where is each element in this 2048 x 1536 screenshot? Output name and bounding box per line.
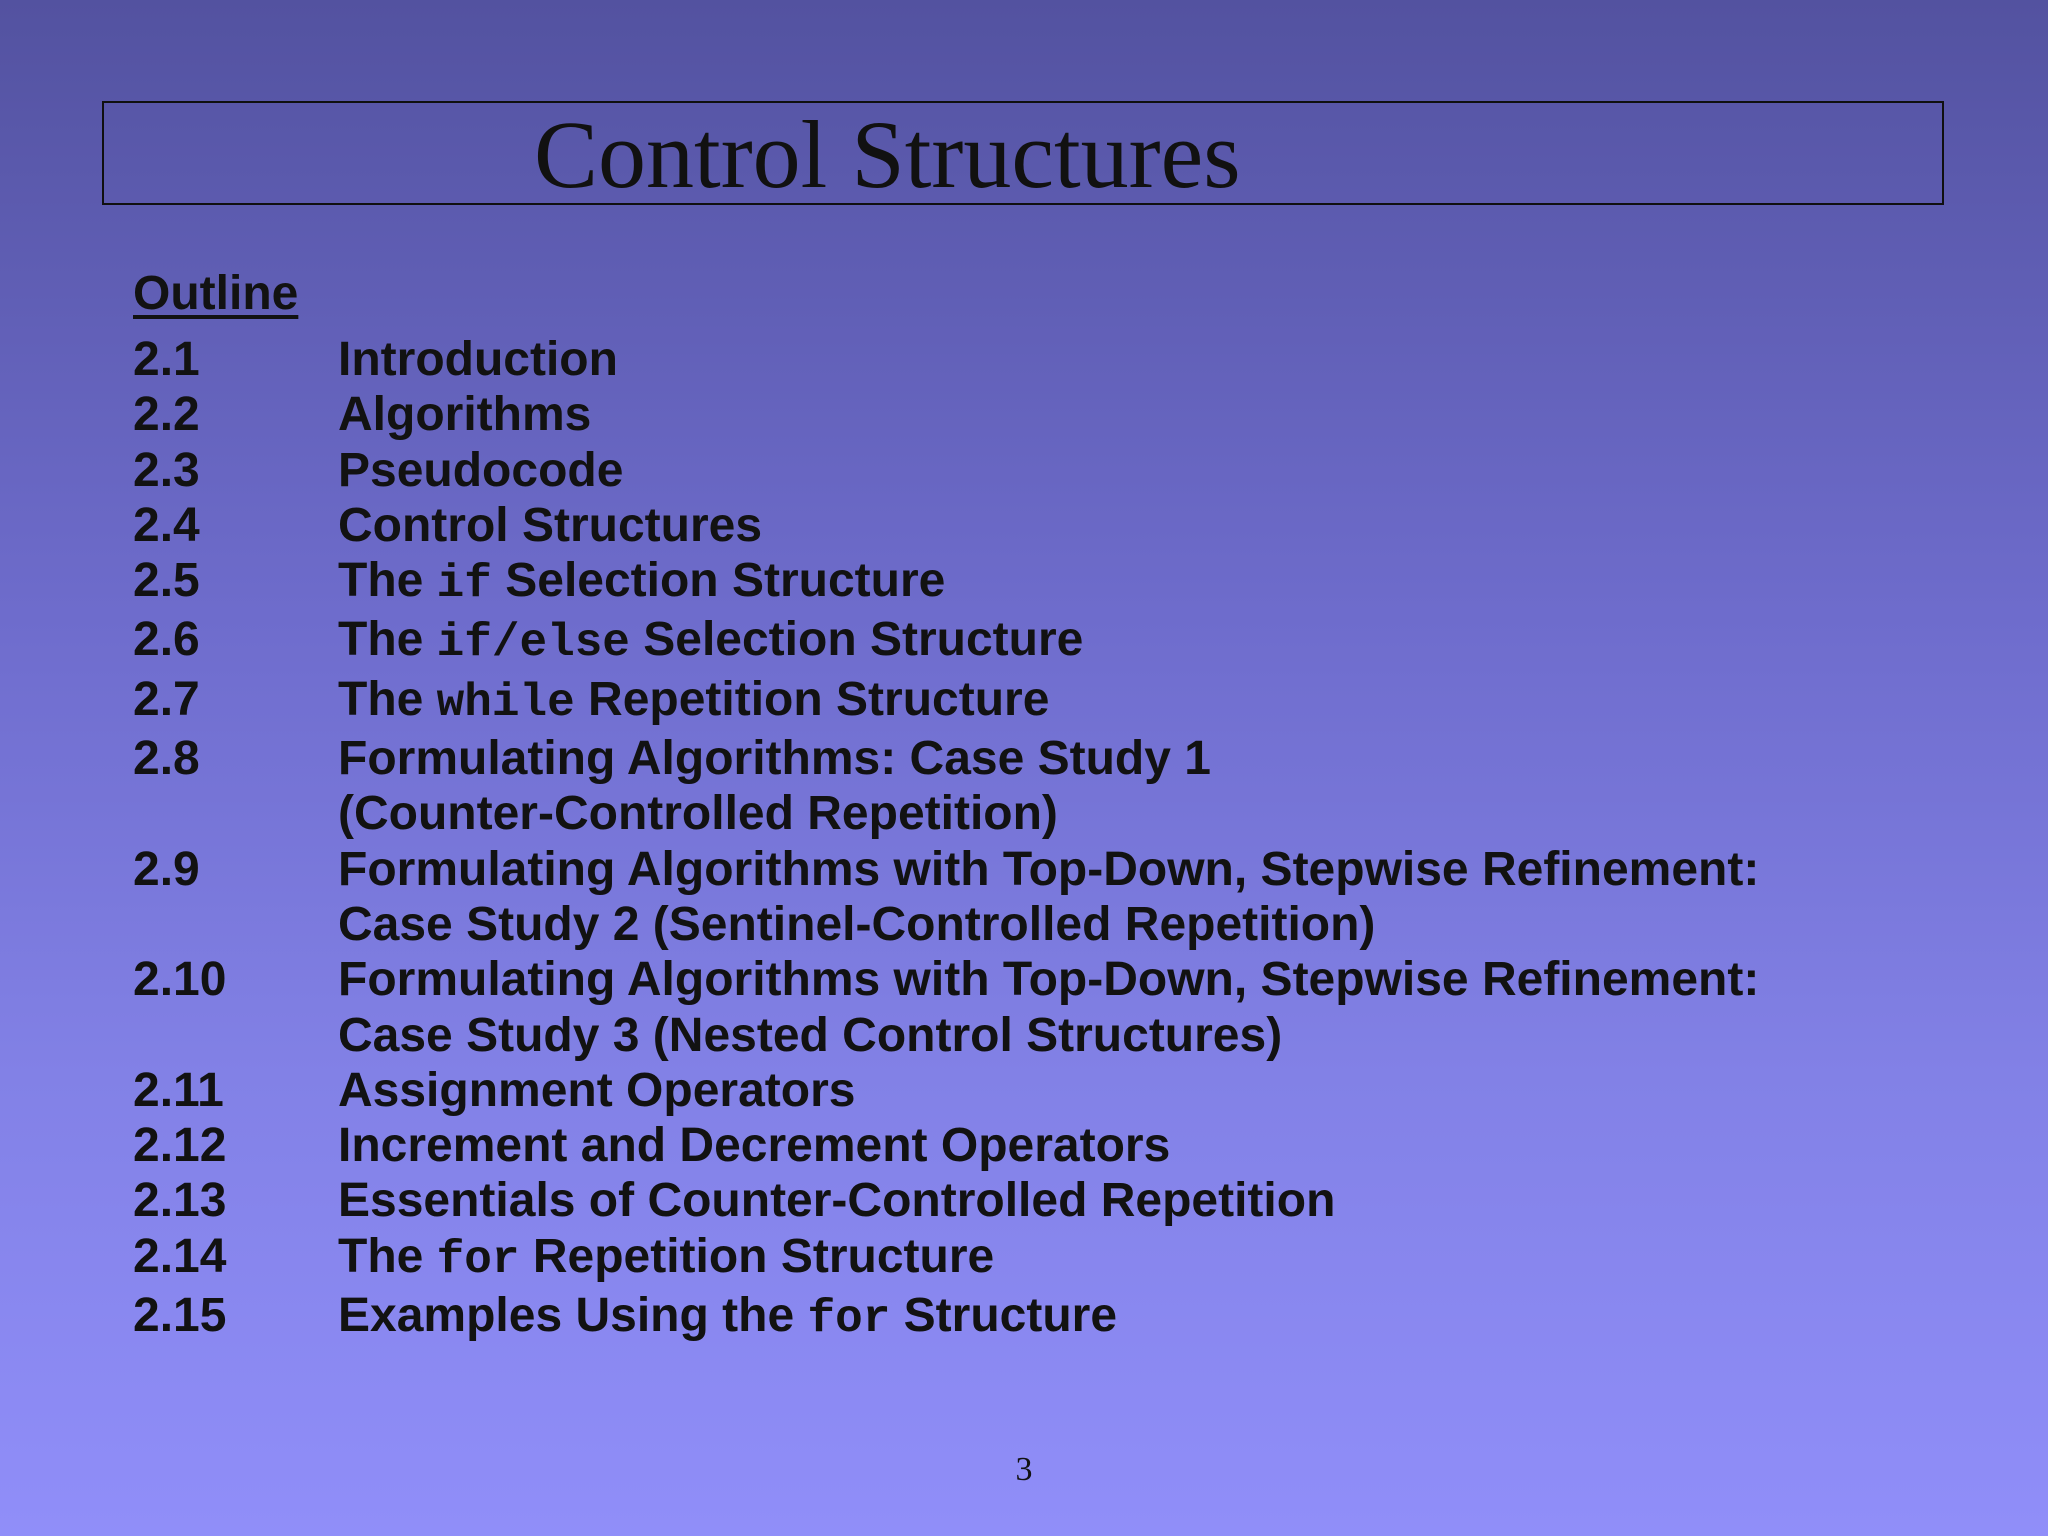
- outline-item-title: [338, 612, 1083, 671]
- outline-item-2-7: [133, 672, 1759, 731]
- outline-item-2-13: [133, 1173, 1759, 1228]
- title-text: Essentials of Counter-Controlled Repetition: [338, 1174, 1336, 1228]
- outline-item-2-4: [133, 498, 1759, 553]
- outline-item-2-9: [133, 842, 1759, 953]
- outline-item-2-11: [133, 1063, 1759, 1118]
- outline-item-title: [338, 387, 591, 442]
- title-text: Assignment Operators: [338, 1063, 856, 1117]
- outline-item-title: [338, 1229, 994, 1288]
- outline-item-number: 2.3: [133, 443, 200, 497]
- title-text: The: [338, 554, 437, 608]
- title-text: Pseudocode: [338, 443, 624, 497]
- title-text: Algorithms: [338, 388, 592, 442]
- outline-item-title: [338, 553, 945, 612]
- title-text: The: [338, 613, 437, 667]
- outline-item-number: 2.4: [133, 498, 200, 552]
- outline-item-number: 2.5: [133, 554, 200, 608]
- title-text: Structure: [890, 1289, 1118, 1343]
- title-text: Increment and Decrement Operators: [338, 1119, 1171, 1173]
- outline-item-number: 2.10: [133, 953, 227, 1007]
- outline-item-title: [338, 672, 1049, 731]
- outline-item-2-3: [133, 443, 1759, 498]
- title-text: The: [338, 1229, 437, 1283]
- outline-item-number: 2.6: [133, 613, 200, 667]
- title-text: The: [338, 672, 437, 726]
- outline-list: [133, 332, 1759, 1347]
- title-text: Formulating Algorithms with Top-Down, Stepwise Refinement:: [338, 842, 1760, 896]
- outline-item-title: [338, 332, 618, 387]
- code-keyword: if: [436, 558, 492, 611]
- title-text: Control Structures: [338, 498, 763, 552]
- title-text: Formulating Algorithms: Case Study 1: [338, 732, 1211, 786]
- outline-item-title: [338, 498, 762, 553]
- outline-item-number: 2.7: [133, 672, 200, 726]
- title-text: Formulating Algorithms with Top-Down, Stepwise Refinement:: [338, 953, 1760, 1007]
- code-keyword: for: [436, 1233, 520, 1286]
- outline-item-number: 2.15: [133, 1289, 227, 1343]
- outline-item-number: 2.1: [133, 333, 200, 386]
- outline-item-title: [338, 443, 623, 498]
- outline-item-2-10: [133, 952, 1759, 1063]
- title-text: Selection Structure: [629, 613, 1084, 667]
- title-text: Selection Structure: [491, 554, 946, 608]
- outline-item-number: 2.14: [133, 1229, 227, 1283]
- outline-item-2-1: [133, 332, 1759, 387]
- code-keyword: while: [436, 676, 575, 729]
- outline-item-number: 2.9: [133, 842, 200, 896]
- outline-item-title: [338, 1288, 1117, 1347]
- title-continuation: Case Study 3 (Nested Control Structures): [338, 1008, 1283, 1062]
- title-continuation: (Counter-Controlled Repetition): [338, 787, 1058, 841]
- outline-item-title: [338, 1173, 1335, 1228]
- outline-item-number: 2.12: [133, 1119, 227, 1173]
- title-box: [102, 101, 1944, 208]
- outline-item-2-12: [133, 1118, 1759, 1173]
- outline-heading: Outline: [133, 267, 299, 320]
- title-text: Repetition Structure: [519, 1229, 995, 1283]
- outline-item-2-8: [133, 731, 1759, 842]
- code-keyword: if/else: [436, 617, 630, 670]
- outline-item-2-5: [133, 553, 1759, 612]
- title-text: Examples Using the: [338, 1289, 808, 1343]
- outline-item-number: 2.13: [133, 1174, 227, 1228]
- outline-item-title: [338, 842, 1759, 953]
- outline-item-title: [338, 731, 1211, 842]
- outline-item-2-6: [133, 612, 1759, 671]
- title-continuation: Case Study 2 (Sentinel-Controlled Repetition): [338, 897, 1376, 951]
- outline-item-title: [338, 1118, 1170, 1173]
- title-text: Repetition Structure: [574, 672, 1050, 726]
- outline-item-number: 2.8: [133, 732, 200, 786]
- outline-item-2-14: [133, 1229, 1759, 1288]
- title-text: Introduction: [338, 333, 618, 386]
- outline-item-title: [338, 952, 1759, 1063]
- outline-item-title: [338, 1063, 855, 1118]
- outline-item-2-2: [133, 387, 1759, 442]
- page-number: 3: [1015, 1451, 1033, 1488]
- code-keyword: for: [807, 1293, 891, 1346]
- slide-title: Control Structures: [534, 101, 1241, 208]
- outline-item-number: 2.2: [133, 388, 200, 442]
- outline-item-number: 2.11: [133, 1063, 224, 1117]
- outline-item-2-15: [133, 1288, 1759, 1347]
